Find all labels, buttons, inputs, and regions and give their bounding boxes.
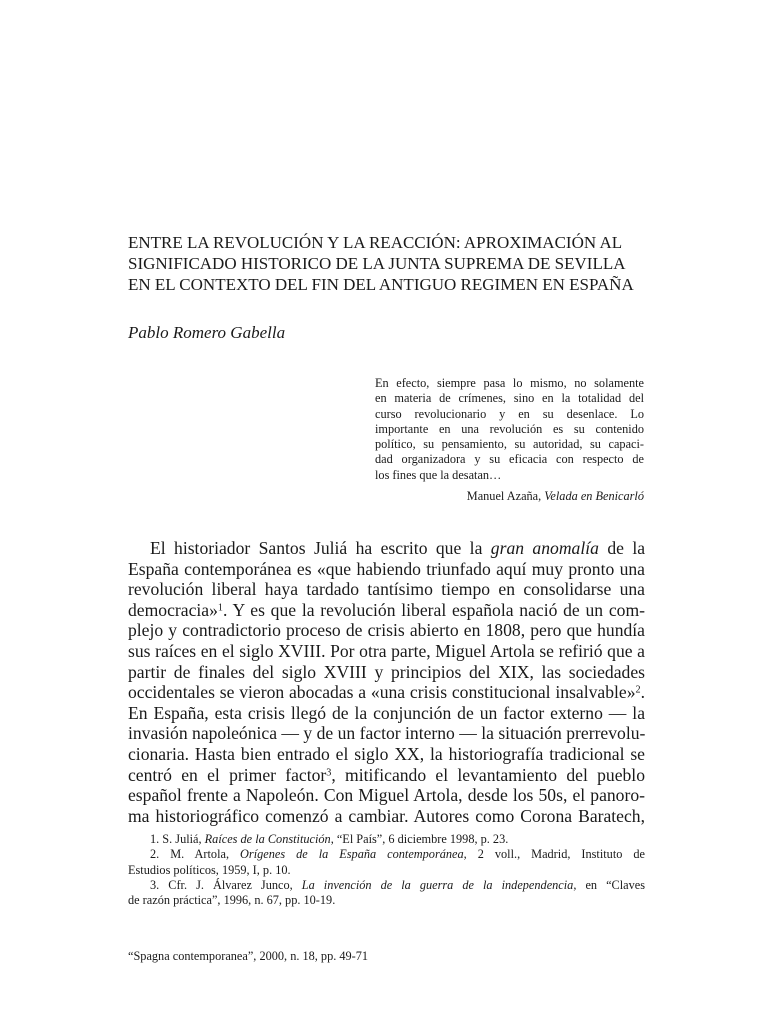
epigraph-attribution	[375, 489, 644, 504]
body-line: El historiador Santos Juliá ha escrito que la gran anomalía de la	[150, 538, 646, 558]
body-line: cionaria. Hasta bien entrado el siglo XX, la historiografía tradicional se	[128, 743, 645, 764]
epigraph-line: en materia de crímenes, sino en la totalidad del	[375, 391, 644, 406]
epigraph-line: político, su pensamiento, su autoridad, su capaci-	[375, 437, 644, 452]
footnotes	[128, 832, 645, 908]
footnote-ref[interactable]: 2	[635, 684, 641, 696]
title-line: EN EL CONTEXTO DEL FIN DEL ANTIGUO REGIMEN EN ESPAÑA	[128, 275, 634, 294]
footnote-3: 3. Cfr. J. Álvarez Junco, La invención de la guerra de la independencia, en “Claves	[150, 877, 646, 892]
footnote-2: 2. M. Artola, Orígenes de la España contemporánea, 2 voll., Madrid, Instituto de	[150, 847, 645, 862]
attribution-work: Velada en Benicarló	[544, 489, 644, 503]
epigraph-line: En efecto, siempre pasa lo mismo, no solamente	[375, 376, 644, 390]
epigraph-line: curso revolucionario y en su desenlace. Lo	[375, 406, 644, 421]
article-title	[128, 232, 648, 295]
title-line: ENTRE LA REVOLUCIÓN Y LA REACCIÓN: APROXIMACIÓN AL	[128, 233, 623, 252]
author-name: Pablo Romero Gabella	[128, 323, 286, 342]
emphasis: gran anomalía	[490, 538, 599, 558]
journal-reference: “Spagna contemporanea”, 2000, n. 18, pp. 49-71	[128, 949, 369, 963]
body-line: invasión napoleónica — y de un factor interno — la situación prerrevolu-	[128, 723, 646, 744]
epigraph-line: dad organizadora y su eficacia con respecto de	[375, 452, 644, 467]
body-line: occidentales se vieron abocadas a «una crisis constitucional insalvable»$^2$.	[128, 682, 645, 703]
body-line: ma historiográfico comenzó a cambiar. Autores como Corona Baratech,	[128, 805, 645, 826]
body-line: revolución liberal haya tardado tantísimo tiempo en consolidarse una	[128, 579, 645, 600]
body-paragraph	[128, 538, 645, 826]
epigraph-line: los fines que la desatan…	[375, 467, 502, 482]
body-line: español frente a Napoleón. Con Miguel Artola, desde los 50s, el panoro-	[128, 785, 645, 806]
epigraph-line: importante en una revolución es su contenido	[375, 421, 644, 436]
body-line: plejo y contradictorio proceso de crisis abierto en 1808, pero que hundía	[128, 620, 645, 641]
footnote-2-cont: Estudios políticos, 1959, I, p. 10.	[128, 862, 291, 877]
footnote-ref[interactable]: 3	[326, 766, 332, 778]
footnote-3-cont: de razón práctica”, 1996, n. 67, pp. 10-19.	[128, 893, 336, 908]
footnote-ref[interactable]: 1	[217, 602, 223, 614]
title-line: SIGNIFICADO HISTORICO DE LA JUNTA SUPREMA DE SEVILLA	[128, 254, 626, 273]
body-line: En España, esta crisis llegó de la conjunción de un factor externo — la	[128, 702, 645, 723]
body-line: centró en el primer factor$^3$, mitificando el levantamiento del pueblo	[128, 764, 645, 785]
body-line: partir de finales del siglo XVIII y principios del XIX, las sociedades	[128, 661, 645, 682]
attribution-author: Manuel Azaña,	[466, 489, 542, 503]
body-line: España contemporánea es «que habiendo triunfado aquí muy pronto una	[128, 558, 645, 579]
epigraph	[375, 376, 644, 483]
body-line: democracia»$^1$. Y es que la revolución liberal española nació de un com-	[128, 599, 645, 620]
body-line: sus raíces en el siglo XVIII. Por otra parte, Miguel Artola se refirió que a	[128, 640, 645, 661]
footnote-1: 1. S. Juliá, Raíces de la Constitución, “El País”, 6 diciembre 1998, p. 23.	[150, 832, 509, 846]
